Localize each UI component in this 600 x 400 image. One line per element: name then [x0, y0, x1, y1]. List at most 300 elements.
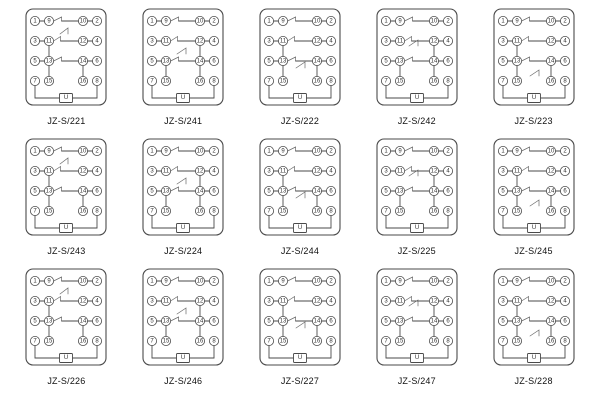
pin-5	[31, 316, 40, 325]
diagram-cell	[358, 6, 475, 136]
pin-14	[79, 186, 88, 195]
pin-1	[148, 146, 157, 155]
pin-4	[326, 166, 335, 175]
pin-11	[162, 36, 171, 45]
svg-text:U: U	[64, 355, 69, 362]
pin-16	[429, 76, 438, 85]
svg-text:12: 12	[313, 168, 321, 175]
pin-2	[443, 276, 452, 285]
pin-5	[498, 186, 507, 195]
coil-symbol	[527, 94, 540, 103]
diagram-caption: JZ-S/224	[164, 246, 203, 256]
pin-13	[278, 186, 287, 195]
pin-8	[560, 206, 569, 215]
pin-1	[264, 16, 273, 25]
svg-text:15: 15	[396, 78, 404, 85]
pin-15	[162, 206, 171, 215]
pin-10	[429, 16, 438, 25]
relay-wiring-diagram	[373, 266, 461, 372]
svg-text:13: 13	[46, 318, 53, 325]
pin-9	[395, 146, 404, 155]
svg-text:5: 5	[500, 58, 505, 65]
svg-text:U: U	[297, 355, 303, 362]
pin-4	[93, 296, 102, 305]
pin-9	[45, 276, 54, 285]
diagram-cell	[242, 136, 359, 266]
svg-text:13: 13	[162, 318, 170, 325]
svg-text:13: 13	[46, 188, 53, 195]
svg-text:11: 11	[163, 298, 170, 305]
svg-text:5: 5	[500, 318, 505, 325]
pin-12	[312, 166, 321, 175]
diagram-cell	[475, 136, 592, 266]
svg-text:1: 1	[267, 278, 271, 285]
svg-text:7: 7	[384, 338, 388, 345]
diagram-caption: JZ-S/243	[47, 246, 86, 256]
pin-7	[148, 336, 157, 345]
svg-text:7: 7	[384, 78, 388, 85]
svg-text:10: 10	[196, 18, 204, 25]
pin-14	[312, 316, 321, 325]
pin-13	[395, 186, 404, 195]
svg-text:8: 8	[212, 208, 216, 215]
svg-text:4: 4	[212, 168, 216, 175]
pin-6	[443, 316, 452, 325]
pin-7	[498, 206, 507, 215]
diagram-caption: JZ-S/244	[280, 246, 320, 256]
pin-12	[312, 36, 321, 45]
relay-wiring-diagram	[373, 136, 461, 242]
svg-text:9: 9	[47, 278, 52, 285]
svg-text:5: 5	[267, 318, 271, 325]
svg-text:3: 3	[33, 168, 38, 175]
svg-text:1: 1	[384, 278, 388, 285]
coil-symbol	[293, 354, 306, 363]
svg-text:4: 4	[212, 38, 216, 45]
svg-text:10: 10	[547, 148, 554, 155]
svg-text:5: 5	[500, 188, 505, 195]
svg-text:1: 1	[150, 278, 154, 285]
svg-text:U: U	[181, 355, 186, 362]
relay-wiring-diagram	[139, 6, 227, 112]
svg-text:U: U	[531, 95, 536, 102]
pin-13	[278, 56, 287, 65]
pin-14	[429, 316, 438, 325]
svg-text:8: 8	[446, 78, 450, 85]
pin-13	[45, 186, 54, 195]
pin-16	[312, 336, 321, 345]
svg-text:3: 3	[384, 298, 388, 305]
pin-6	[326, 186, 335, 195]
svg-text:8: 8	[95, 208, 100, 215]
pin-2	[326, 146, 335, 155]
svg-text:11: 11	[46, 298, 53, 305]
pin-3	[498, 166, 507, 175]
diagram-cell	[125, 266, 242, 396]
pin-14	[312, 186, 321, 195]
pin-1	[264, 146, 273, 155]
svg-text:14: 14	[547, 58, 554, 65]
svg-text:2: 2	[562, 18, 567, 25]
svg-text:2: 2	[95, 148, 100, 155]
svg-text:7: 7	[384, 208, 388, 215]
svg-text:14: 14	[547, 188, 554, 195]
svg-text:8: 8	[446, 208, 450, 215]
svg-text:13: 13	[162, 188, 170, 195]
svg-text:6: 6	[212, 318, 216, 325]
svg-text:U: U	[414, 95, 419, 102]
pin-6	[93, 316, 102, 325]
pin-10	[312, 16, 321, 25]
svg-text:10: 10	[313, 18, 321, 25]
pin-11	[395, 296, 404, 305]
coil-symbol	[60, 94, 73, 103]
svg-text:11: 11	[163, 168, 170, 175]
svg-text:8: 8	[446, 338, 450, 345]
pin-10	[546, 276, 555, 285]
svg-text:1: 1	[150, 148, 154, 155]
pin-5	[31, 186, 40, 195]
pin-16	[196, 336, 205, 345]
svg-text:10: 10	[196, 278, 204, 285]
svg-text:14: 14	[313, 188, 321, 195]
svg-text:12: 12	[430, 168, 438, 175]
pin-4	[210, 36, 219, 45]
pin-5	[381, 316, 390, 325]
svg-text:6: 6	[95, 58, 100, 65]
svg-text:9: 9	[514, 18, 519, 25]
svg-text:11: 11	[279, 168, 287, 175]
svg-text:1: 1	[500, 18, 505, 25]
svg-text:12: 12	[196, 168, 204, 175]
svg-text:12: 12	[196, 298, 204, 305]
svg-text:5: 5	[384, 188, 388, 195]
svg-text:6: 6	[212, 188, 216, 195]
pin-11	[278, 166, 287, 175]
pin-12	[546, 296, 555, 305]
pin-13	[45, 316, 54, 325]
coil-symbol	[527, 224, 540, 233]
coil-symbol	[293, 224, 306, 233]
pin-16	[546, 206, 555, 215]
svg-text:15: 15	[513, 338, 520, 345]
pin-3	[31, 36, 40, 45]
svg-text:9: 9	[164, 148, 168, 155]
diagram-caption: JZ-S/227	[280, 376, 320, 386]
svg-text:U: U	[414, 355, 419, 362]
pin-1	[381, 146, 390, 155]
pin-14	[79, 56, 88, 65]
pin-14	[196, 56, 205, 65]
diagram-caption: JZ-S/242	[397, 116, 436, 126]
pin-14	[546, 186, 555, 195]
pin-11	[162, 296, 171, 305]
svg-text:13: 13	[279, 318, 287, 325]
pin-8	[443, 336, 452, 345]
svg-text:4: 4	[329, 38, 333, 45]
pin-14	[79, 316, 88, 325]
svg-text:7: 7	[33, 338, 38, 345]
svg-text:6: 6	[329, 318, 333, 325]
svg-text:1: 1	[33, 278, 38, 285]
pin-4	[443, 296, 452, 305]
svg-text:12: 12	[196, 38, 204, 45]
pin-2	[93, 146, 102, 155]
pin-9	[162, 16, 171, 25]
svg-text:15: 15	[513, 208, 520, 215]
svg-text:3: 3	[267, 298, 271, 305]
svg-text:15: 15	[162, 338, 170, 345]
pin-8	[443, 76, 452, 85]
svg-text:11: 11	[279, 38, 287, 45]
pin-9	[162, 276, 171, 285]
svg-text:9: 9	[514, 278, 519, 285]
svg-text:4: 4	[95, 168, 100, 175]
pin-8	[93, 76, 102, 85]
pin-2	[443, 146, 452, 155]
svg-text:7: 7	[33, 78, 38, 85]
svg-text:12: 12	[313, 298, 321, 305]
svg-text:15: 15	[279, 78, 287, 85]
svg-text:3: 3	[33, 298, 38, 305]
svg-text:10: 10	[80, 148, 87, 155]
pin-9	[45, 16, 54, 25]
relay-wiring-diagram	[139, 266, 227, 372]
pin-11	[512, 296, 521, 305]
pin-1	[381, 16, 390, 25]
pin-8	[93, 336, 102, 345]
svg-text:U: U	[181, 225, 186, 232]
pin-11	[395, 166, 404, 175]
svg-text:12: 12	[547, 168, 554, 175]
svg-text:5: 5	[150, 188, 154, 195]
svg-text:16: 16	[313, 78, 321, 85]
pin-12	[79, 166, 88, 175]
pin-6	[560, 186, 569, 195]
pin-15	[512, 206, 521, 215]
pin-2	[93, 16, 102, 25]
svg-text:U: U	[64, 95, 69, 102]
coil-symbol	[527, 354, 540, 363]
pin-8	[93, 206, 102, 215]
pin-5	[148, 316, 157, 325]
svg-text:16: 16	[196, 338, 204, 345]
pin-2	[560, 276, 569, 285]
svg-text:U: U	[297, 225, 303, 232]
svg-text:8: 8	[95, 338, 100, 345]
svg-text:16: 16	[313, 208, 321, 215]
svg-text:3: 3	[150, 38, 154, 45]
svg-text:2: 2	[446, 18, 450, 25]
svg-text:9: 9	[398, 148, 402, 155]
svg-text:14: 14	[430, 188, 438, 195]
pin-6	[560, 316, 569, 325]
svg-text:4: 4	[329, 168, 333, 175]
svg-text:5: 5	[384, 58, 388, 65]
svg-text:2: 2	[212, 278, 216, 285]
svg-text:4: 4	[95, 298, 100, 305]
pin-3	[264, 36, 273, 45]
svg-text:11: 11	[46, 38, 53, 45]
svg-text:1: 1	[33, 18, 38, 25]
pin-7	[264, 336, 273, 345]
diagram-cell	[125, 6, 242, 136]
pin-1	[31, 276, 40, 285]
pin-13	[512, 56, 521, 65]
pin-10	[429, 146, 438, 155]
svg-text:9: 9	[164, 278, 168, 285]
pin-13	[395, 316, 404, 325]
svg-text:15: 15	[162, 78, 170, 85]
pin-10	[79, 276, 88, 285]
svg-text:7: 7	[267, 208, 271, 215]
pin-8	[326, 206, 335, 215]
svg-text:14: 14	[80, 188, 87, 195]
pin-6	[326, 56, 335, 65]
relay-wiring-diagram	[22, 6, 110, 112]
svg-text:7: 7	[150, 338, 154, 345]
pin-7	[381, 76, 390, 85]
svg-text:1: 1	[500, 148, 505, 155]
svg-text:4: 4	[562, 168, 567, 175]
svg-text:10: 10	[313, 278, 321, 285]
pin-7	[264, 206, 273, 215]
svg-text:9: 9	[281, 278, 285, 285]
pin-6	[210, 186, 219, 195]
svg-text:7: 7	[150, 208, 154, 215]
svg-text:3: 3	[500, 38, 505, 45]
svg-text:14: 14	[196, 318, 204, 325]
svg-text:11: 11	[396, 298, 403, 305]
svg-text:2: 2	[212, 148, 216, 155]
pin-12	[196, 296, 205, 305]
pin-15	[395, 206, 404, 215]
svg-text:1: 1	[500, 278, 505, 285]
pin-15	[278, 206, 287, 215]
pin-6	[210, 56, 219, 65]
svg-text:13: 13	[513, 58, 520, 65]
diagram-caption: JZ-S/226	[47, 376, 86, 386]
svg-text:6: 6	[562, 318, 567, 325]
svg-text:13: 13	[279, 188, 287, 195]
relay-wiring-diagram	[22, 266, 110, 372]
svg-text:5: 5	[150, 58, 154, 65]
pin-10	[196, 146, 205, 155]
pin-7	[31, 76, 40, 85]
relay-wiring-diagram	[490, 6, 578, 112]
pin-8	[560, 336, 569, 345]
svg-text:11: 11	[513, 168, 520, 175]
svg-text:14: 14	[547, 318, 554, 325]
pin-1	[31, 146, 40, 155]
svg-text:13: 13	[396, 188, 404, 195]
pin-6	[560, 56, 569, 65]
pin-12	[312, 296, 321, 305]
svg-text:3: 3	[150, 298, 154, 305]
svg-text:3: 3	[267, 38, 271, 45]
svg-text:4: 4	[446, 298, 450, 305]
diagram-cell	[242, 6, 359, 136]
svg-text:9: 9	[281, 148, 285, 155]
pin-13	[278, 316, 287, 325]
svg-text:7: 7	[500, 78, 505, 85]
svg-text:12: 12	[80, 168, 87, 175]
pin-8	[326, 76, 335, 85]
svg-text:13: 13	[162, 58, 170, 65]
pin-5	[264, 186, 273, 195]
svg-text:6: 6	[562, 188, 567, 195]
svg-text:2: 2	[446, 278, 450, 285]
pin-7	[31, 336, 40, 345]
svg-text:16: 16	[547, 208, 554, 215]
svg-text:8: 8	[562, 338, 567, 345]
pin-12	[546, 36, 555, 45]
pin-16	[79, 76, 88, 85]
pin-12	[196, 166, 205, 175]
svg-text:3: 3	[150, 168, 154, 175]
svg-text:13: 13	[513, 188, 520, 195]
pin-8	[210, 76, 219, 85]
svg-text:U: U	[297, 95, 303, 102]
pin-10	[196, 16, 205, 25]
pin-5	[148, 56, 157, 65]
pin-11	[162, 166, 171, 175]
pin-12	[79, 36, 88, 45]
svg-text:1: 1	[384, 18, 388, 25]
svg-text:6: 6	[95, 188, 100, 195]
svg-text:10: 10	[430, 18, 438, 25]
pin-15	[395, 76, 404, 85]
pin-1	[498, 276, 507, 285]
svg-text:16: 16	[80, 78, 87, 85]
pin-14	[429, 56, 438, 65]
pin-1	[264, 276, 273, 285]
svg-text:4: 4	[212, 298, 216, 305]
pin-12	[429, 166, 438, 175]
pin-12	[429, 296, 438, 305]
svg-text:9: 9	[398, 18, 402, 25]
pin-1	[381, 276, 390, 285]
pin-15	[45, 76, 54, 85]
pin-9	[278, 146, 287, 155]
pin-3	[498, 36, 507, 45]
svg-text:1: 1	[267, 18, 271, 25]
pin-10	[546, 16, 555, 25]
svg-text:9: 9	[47, 148, 52, 155]
pin-15	[512, 336, 521, 345]
svg-text:9: 9	[164, 18, 168, 25]
svg-text:15: 15	[279, 338, 287, 345]
pin-15	[162, 336, 171, 345]
svg-text:16: 16	[547, 338, 554, 345]
pin-7	[148, 206, 157, 215]
diagram-cell	[125, 136, 242, 266]
svg-text:U: U	[181, 95, 186, 102]
pin-5	[264, 56, 273, 65]
svg-text:9: 9	[281, 18, 285, 25]
svg-text:13: 13	[46, 58, 53, 65]
pin-2	[210, 146, 219, 155]
svg-text:15: 15	[396, 208, 404, 215]
pin-13	[162, 186, 171, 195]
pin-6	[93, 186, 102, 195]
pin-13	[45, 56, 54, 65]
pin-9	[162, 146, 171, 155]
svg-text:2: 2	[329, 278, 333, 285]
pin-12	[196, 36, 205, 45]
svg-text:8: 8	[95, 78, 100, 85]
svg-text:7: 7	[267, 78, 271, 85]
